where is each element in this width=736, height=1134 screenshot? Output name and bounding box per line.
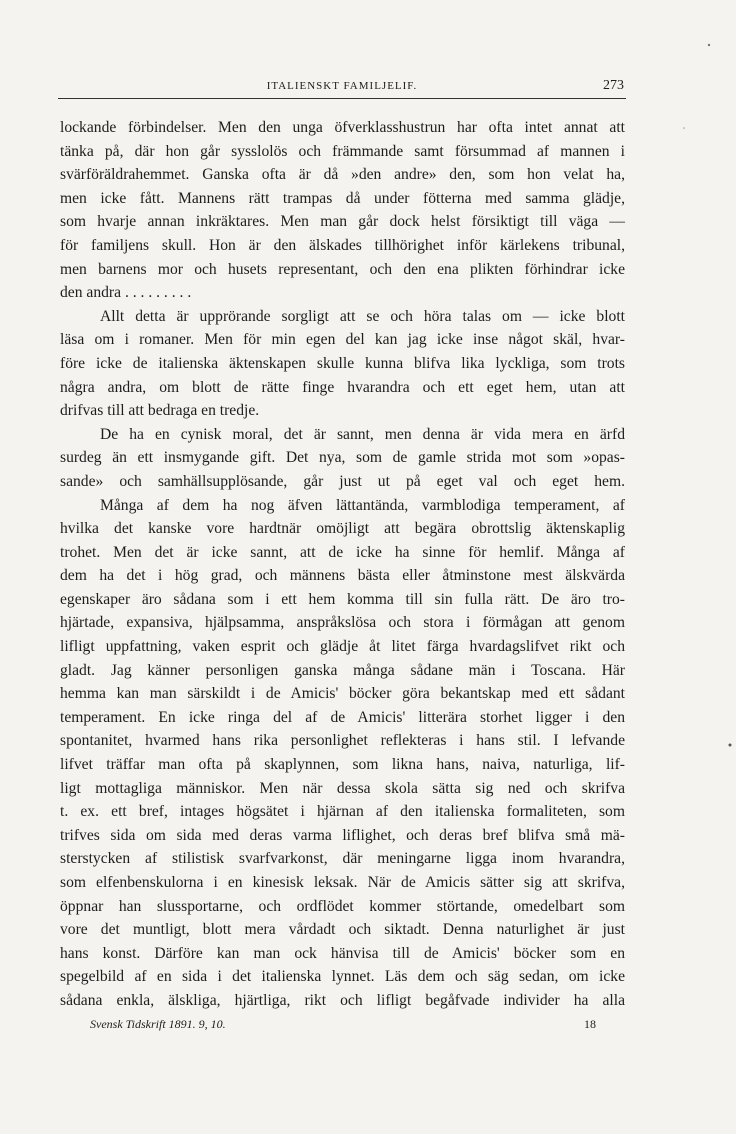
body-text [60, 116, 625, 1013]
text-line: den andra . . . . . . . . . [60, 284, 192, 302]
paragraph-start: Många af dem ha nog äfven lättantända, varmblodiga temperament, af [100, 496, 625, 514]
text-line: sande» och samhällsupplösande, går just ut på eget val och eget hem. [60, 472, 625, 490]
page-footer [90, 1017, 596, 1033]
page-number: 273 [603, 78, 624, 93]
page-header [58, 78, 626, 99]
text-line: gladt. Jag känner personligen ganska många sådane män i Toscana. Här [60, 661, 625, 679]
text-line: hemma kan man särskildt i de Amicis' böcker göra bekantskap med ett sådant [60, 685, 625, 703]
speck [683, 127, 685, 129]
text-line: som elfenbenskulorna i en kinesisk leksak. När de Amicis sätter sig att skrifva, [60, 874, 625, 891]
text-line: vore det muntligt, blott mera vårdadt och siktadt. Denna naturlighet är just [60, 921, 625, 939]
text-line: för familjens skull. Hon är den älskades tillhörighet inför kärlekens tribunal, [60, 236, 625, 254]
signature-mark: Svensk Tidskrift 1891. 9, 10. [90, 1017, 226, 1031]
text-line: trifves sida om sida med deras varma liflighet, och deras bref blifva små mä- [60, 826, 625, 844]
text-line: lifvet träffar man ofta på skaplynnen, som likna hans, naiva, naturliga, lif- [60, 756, 625, 774]
text-line: hans konst. Därföre kan man ock hänvisa till de Amicis' böcker som en [60, 944, 625, 962]
text-line: dem ha det i hög grad, och männens bästa eller åtminstone mest älskvärda [60, 567, 625, 585]
text-line: lifligt uppfattning, vaken esprit och glädje åt litet färga hvardagslifvet rikt och [60, 638, 625, 656]
text-line: några andra, om blott de rätte finge hvarandra och ett eget hem, utan att [60, 378, 625, 396]
text-line: lockande förbindelser. Men den unga öfverklasshustrun har ofta intet annat att [60, 119, 625, 136]
text-line: ligt mottagliga människor. Men när dessa skola sätta sig ned och skrifva [60, 779, 625, 797]
text-line: surdeg än ett insmygande gift. Det nya, som de gamle strida mot som »opas- [60, 449, 625, 467]
speck [708, 44, 710, 46]
text-line: tänka på, där hon går sysslolös och främmande samt försummad af mannen i [60, 142, 625, 160]
text-line: hjärtade, expansiva, hjälpsamma, anspråkslösa och stora i förmågan att genom [60, 614, 625, 632]
text-line: spegelbild af en sida i det italienska lynnet. Läs dem och säg sedan, om icke [60, 968, 625, 986]
text-line: som hvarje annan inkräktares. Men man går dock helst försiktigt till väga — [60, 213, 625, 231]
text-line: hvilka det kanske vore hardtnär omöjligt att begära obrottslig äktenskaplig [60, 520, 625, 538]
paragraph-start: De ha en cynisk moral, det är sannt, men denna är vida mera en ärfd [100, 425, 625, 443]
text-line: drifvas till att bedraga en tredje. [60, 402, 260, 420]
text-line: men barnens mor och husets representant, och den ena plikten förhindrar icke [60, 260, 625, 278]
text-line: trohet. Men det är icke sannt, att de icke ha sinne för hemlif. Många af [60, 543, 625, 561]
paragraph-start: Allt detta är upprörande sorgligt att se och höra talas om — icke blott [100, 307, 625, 325]
text-line: men icke fått. Mannens rätt trampas då under fötterna med samma glädje, [60, 189, 625, 207]
text-line: sådana enkla, älskliga, hjärtliga, rikt och lifligt begåfvade individer ha alla [60, 991, 625, 1009]
text-line: egenskaper äro sådana som i ett hem komma till sin fulla rätt. De äro tro- [60, 590, 625, 608]
text-line: läsa om i romaner. Men för min egen del kan jag icke inse något skäl, hvar- [60, 331, 625, 349]
text-line: svärföräldrahemmet. Ganska ofta är då »den andre» den, som hon velat ha, [60, 166, 625, 184]
sheet-number: 18 [584, 1017, 596, 1031]
running-title: ITALIENSKT FAMILJELIF. [266, 80, 418, 92]
text-line: t. ex. ett bref, intages högsätet i hjärnan af den italienska formaliteten, som [60, 803, 625, 821]
text-line: sterstycken af stilistisk svarfvarkonst, där meningarne ligga inom hvarandra, [60, 850, 625, 868]
text-line: öppnar han slussportarne, och ordflödet kommer störtande, omedelbart som [60, 897, 625, 915]
text-line: före icke de italienska äktenskapen skulle kunna blifva lika lyckliga, som trots [60, 354, 625, 372]
speck [729, 744, 732, 747]
text-line: temperament. En icke ringa del af de Amicis' litterära storhet ligger i den [60, 708, 625, 726]
text-line: spontanitet, hvarmed hans rika personlighet reflekteras i hans stil. I lefvande [60, 732, 625, 750]
